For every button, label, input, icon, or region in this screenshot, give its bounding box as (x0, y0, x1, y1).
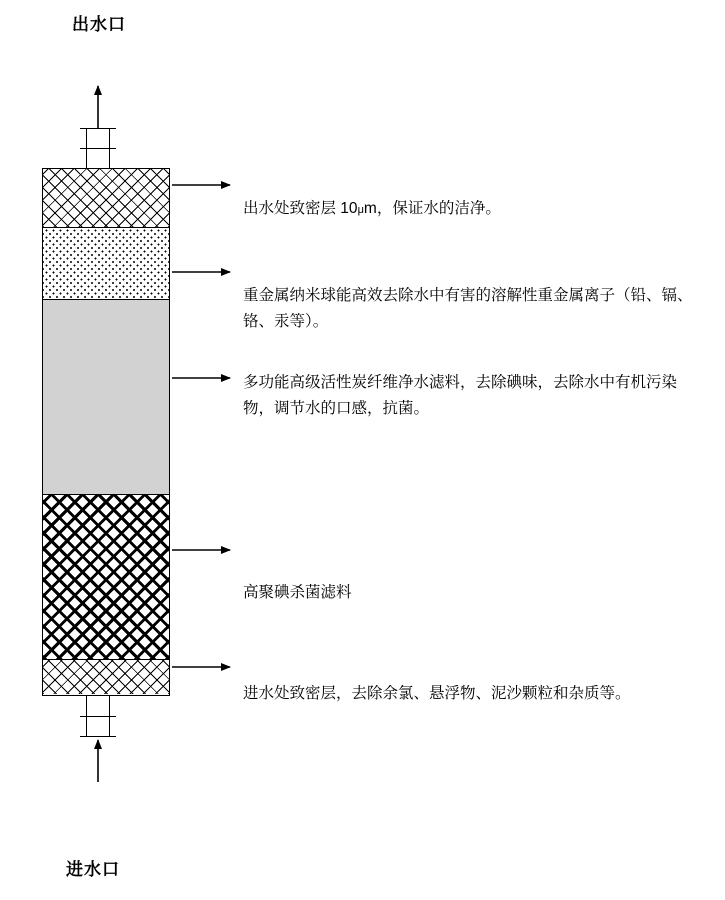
inlet-flange-bottom (80, 736, 116, 737)
outlet-flange-bottom (80, 148, 116, 149)
annotation-outlet-dense (243, 196, 693, 222)
filter-column (42, 168, 170, 696)
annotation-activated-carbon: 多功能高级活性炭纤维净水滤料，去除碘味，去除水中有机污染物，调节水的口感，抗菌。 (243, 374, 678, 417)
inlet-flange-top (80, 716, 116, 717)
layer-outlet-dense (43, 169, 169, 227)
layer-divider-4 (43, 659, 169, 660)
layer-divider-2 (43, 299, 169, 300)
outlet-flange-top (80, 128, 116, 129)
inlet-port-label: 进水口 (66, 860, 120, 879)
annotation-iodine-resin: 高聚碘杀菌滤料 (243, 584, 352, 601)
annotation-nano-sphere: 重金属纳米球能高效去除水中有害的溶解性重金属离子（铅、镉、铬、汞等）。 (243, 287, 693, 330)
micron-symbol: μ (357, 204, 364, 216)
annotation-outlet-dense-text-tail: m，保证水的洁净。 (363, 200, 501, 217)
layer-inlet-dense (43, 659, 169, 694)
outlet-port-label: 出水口 (72, 15, 126, 34)
annotation-inlet-dense: 进水处致密层，去除余氯、悬浮物、泥沙颗粒和杂质等。 (243, 685, 631, 702)
layer-nano-sphere (43, 227, 169, 299)
layer-activated-carbon (43, 299, 169, 494)
annotation-outlet-dense-text: 出水处致密层 10 (243, 200, 358, 217)
layer-divider-1 (43, 227, 169, 228)
layer-divider-3 (43, 494, 169, 495)
layer-iodine-resin (43, 494, 169, 659)
